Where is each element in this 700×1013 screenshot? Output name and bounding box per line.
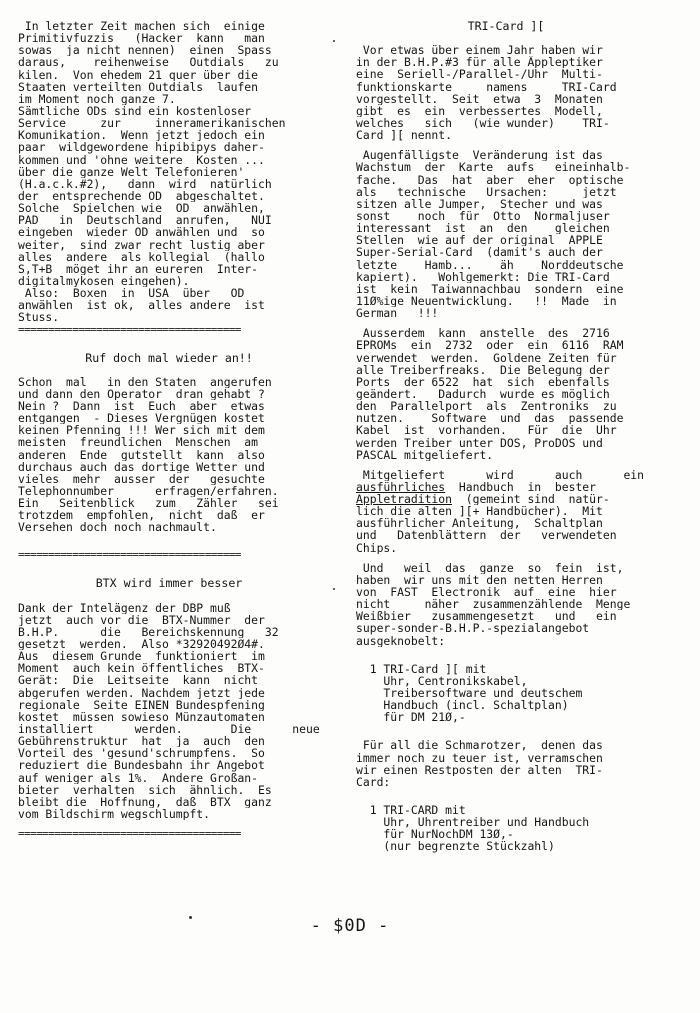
text-span: Handbuch in bester [445,480,597,494]
text-line: funktionskarte namens TRI-Card [356,80,617,93]
operator-paragraph [18,376,320,534]
changes-paragraph [356,149,656,319]
text-line: haben wir uns mit den netten Herren [356,573,603,587]
text-line: anderen Ende gutstellt kann also [18,448,265,461]
text-line: Ein Seitenblick zum Zähler sei [18,497,279,510]
also-paragraph [18,287,320,323]
text-line: auf weniger als 1%. Andere Großan- [18,771,259,784]
text-line: nutzen. Software und das passende [356,412,624,425]
text-line: und dann den Operator dran gehabt ? [18,387,265,400]
text-line: Treibersoftware und deutschem [356,687,583,700]
underlined-word: Appletradition [356,493,453,506]
text-line: Schon mal in den Staten angerufen [18,375,272,388]
text-line: ist kein Taiwannachbau sondern eine [356,282,624,295]
text-line: von FAST Electronik auf eine hier [356,586,617,599]
section-heading: Ruf doch mal wieder an!! [85,351,253,364]
text-line: Versehen doch noch nachmault. [18,521,217,534]
text-line: Kabel ist vorhanden. Für die Uhr [356,424,617,437]
text-line: immer noch zu teuer ist, verramschen [356,751,603,764]
text-line: vom Bildschirm wegschlumpft. [18,808,211,821]
section-separator: ===================================== [18,549,241,562]
text-line: kilen. Von ehedem 21 quer über die [18,68,259,81]
offer-tri-card-ii [356,663,656,724]
text-line: 1 TRI-CARD mit [356,804,466,817]
section-heading: TRI-Card ][ [467,20,545,33]
print-speck [333,40,335,42]
offer-intro-paragraph [356,562,656,647]
text-line: meisten freundlichen Menschen am [18,436,259,449]
section-separator: ===================================== [18,828,241,841]
text-line: durchaus auch das dortige Wetter und [18,460,265,473]
text-line: Service zur inneramerikanischen [18,117,286,130]
text-line: Super-Serial-Card (damit's auch der [356,246,603,259]
text-line: (H.a.c.k.#2), dann wird natürlich [18,177,272,190]
text-line: eingeben wieder OD anwählen und so [18,226,265,239]
handbook-paragraph [356,469,656,554]
text-line: Card: [356,775,391,789]
text-line: bleibt die Hoffnung, daß BTX ganz [18,795,272,809]
text-line: abgerufen werden. Nachdem jetzt jede [18,686,265,699]
text-line: Ports der 6522 hat sich ebenfalls [356,375,610,388]
text-line: paar wildgewordene hipibipys daher- [18,141,265,154]
text-line: weiter, sind zwar recht lustig aber [18,238,265,251]
text-line: werden Treiber unter DOS, ProDOS und [356,436,603,449]
text-line: Stellen wie auf der original APPLE [356,234,603,247]
section-heading: BTX wird immer besser [95,577,243,590]
text-line: EPROMs ein 2732 oder ein 6116 RAM [356,339,624,352]
text-line: Uhr, Centronikskabel, [356,674,528,688]
text-line: Für all die Schmarotzer, denen das [356,739,603,752]
outdials-paragraph [18,20,320,105]
text-line: eine Seriell-/Parallel-/Uhr Multi- [356,68,603,81]
text-line: Moment auch kein öffentliches BTX- [18,662,265,675]
text-line: der entsprechende OD abgeschaltet. [18,189,265,203]
right-column [356,20,656,853]
text-line: wir einen Restposten der alten TRI- [356,763,603,776]
left-column [18,20,320,840]
text-line: German !!! [356,307,439,320]
text-line: S,T+B möget ihr an eureren Inter- [18,262,259,275]
btx-paragraph [18,602,320,821]
text-line: Stuss. [18,311,60,324]
text-line: 1 TRI-Card ][ mit [356,662,487,675]
text-line: Vor etwas über einem Jahr haben wir [356,44,603,57]
text-line: gesetzt werden. Also *32920492Ø4#. [18,638,265,651]
text-line: lich die alten ][+ Handbücher). Mit [356,505,603,518]
text-line: letzte Hamb... äh Norddeutsche [356,258,624,271]
text-line: vieles mehr ausser der gesuchte [18,472,265,485]
text-line: Und weil das ganze so fein ist, [356,561,624,574]
text-line: kapiert). Wohlgemerkt: Die TRI-Card [356,270,610,283]
print-speck [333,588,335,590]
text-line: 11Ø%ige Neuentwicklung. !! Made in [356,294,617,308]
text-line: Handbuch (incl. Schaltplan) [356,699,569,712]
text-span: (gemeint sind natür- [452,493,610,506]
text-line: verwendet werden. Goldene Zeiten für [356,351,617,364]
text-line: sitzen alle Jumper, Stecher und was [356,197,603,210]
text-line: PASCAL mitgeliefert. [356,448,494,461]
text-line: Gerät: Die Leitseite kann nicht [18,674,259,687]
text-line: entgangen - Dieses Vergnügen kostet [18,412,265,425]
text-line: geändert. Dadurch wurde es möglich [356,387,610,401]
text-line: alles andere als kollegial (hallo [18,250,265,263]
text-line: Sämtliche ODs sind ein kostenloser [18,104,252,118]
text-line: In letzter Zeit machen sich einige [18,20,265,33]
text-line: für NurNochDM 13Ø,- [356,828,514,841]
text-line: über die ganze Welt Telefonieren' [18,165,245,178]
text-line: Dank der Intelägenz der DBP muß [18,601,231,614]
text-line: Mitgeliefert wird auch ein [356,468,645,481]
text-line: für DM 21Ø,- [356,711,466,724]
text-line: Augenfälligste Veränderung ist das [356,149,603,162]
text-line: super-sonder-B.H.P.-spezialangebot [356,622,590,635]
text-line: regionale Seite EINEN Bundespfening [18,698,265,711]
print-speck [189,916,192,919]
text-line: reduziert die Bundesbahn ihr Angebot [18,759,265,772]
text-line: trotzdem empfohlen, nicht daß er [18,509,265,522]
text-line: Telephonnumber erfragen/erfahren. [18,484,279,498]
text-line: kostet müssen sowieso Münzautomaten [18,710,265,724]
text-line: ausgeknobelt: [356,634,446,647]
eprom-paragraph [356,327,656,461]
text-line: keinen Pfenning !!! Wer sich mit dem [18,424,265,437]
text-line: Gebührenstruktur hat ja auch den [18,735,265,748]
page-number: - $0D - [310,916,390,936]
text-line: und Datenblättern der verwendeten [356,529,617,542]
offer-tri-card-old [356,804,656,853]
text-line: Chips. [356,541,398,554]
text-line: Also: Boxen in USA über OD [18,287,245,300]
text-line: Komunikation. Wenn jetzt jedoch ein [18,129,265,142]
text-line [356,493,656,505]
text-line: kommen und 'ohne weitere Kosten ... [18,153,265,166]
text-line: ausführlicher Anleitung, Schaltplan [356,517,603,530]
text-line: jetzt auch vor die BTX-Nummer der [18,613,265,626]
text-line: B.H.P. die Bereichskennung 32 [18,625,279,639]
text-line: fache. Das hat aber eher optische [356,173,624,186]
text-line: Ausserdem kann anstelle des 2716 [356,327,610,340]
text-line: Solche Spielchen wie OD anwählen, [18,202,265,215]
text-line: Vorteil des 'gesund'schrumpfens. So [18,747,265,760]
od-service-paragraph [18,105,320,287]
text-line: Aus diesem Grunde funktioniert im [18,650,265,663]
text-line: daraus, reihenweise Outdials zu [18,56,279,69]
text-line: bieter verhalten sich ähnlich. Es [18,783,272,796]
leftover-paragraph [356,739,656,788]
text-line: digitalmykosen eingehen). [18,274,190,288]
text-line: interessant ist an den gleichen [356,222,610,235]
text-line: den Parallelport als Zentroniks zu [356,400,617,413]
text-line: Weißbier zusammengesetzt und ein [356,610,617,623]
text-line: vorgestellt. Seit etwa 3 Monaten [356,92,603,105]
text-line: Wachstum der Karte aufs eineinhalb- [356,161,631,174]
tri-card-intro-paragraph [356,44,656,141]
underlined-word: ausführliches [356,480,446,494]
text-line: sonst noch für Otto Normaljuser [356,209,610,223]
text-line: Card ][ nennt. [356,129,453,142]
text-line: in der B.H.P.#3 für alle Äppleptiker [356,56,603,69]
text-line: welches sich (wie wunder) TRI- [356,116,610,130]
section-separator: ===================================== [18,323,241,336]
text-line: alle Treiberfreaks. Die Belegung der [356,363,610,376]
text-line: im Moment noch ganze 7. [18,92,176,105]
text-line: installiert werden. Die neue [18,723,320,736]
text-line: PAD in Deutschland anrufen, NUI [18,214,272,227]
text-line: (nur begrenzte Stückzahl) [356,840,555,853]
text-line: Uhr, Uhrentreiber und Handbuch [356,816,590,829]
text-line: Primitivfuzzis (Hacker kann man [18,32,265,45]
text-line: Nein ? Dann ist Euch aber etwas [18,399,265,413]
text-line: nicht näher zusammenzählende Menge [356,598,631,611]
text-line [356,481,656,493]
text-line: Staaten verteilten Outdials laufen [18,80,259,93]
text-line: sowas ja nicht nennen) einen Spass [18,44,272,57]
text-line: gibt es ein verbessertes Modell, [356,104,603,117]
text-line: als technische Ursachen: jetzt [356,185,617,198]
text-line: anwählen ist ok, alles andere ist [18,299,265,312]
